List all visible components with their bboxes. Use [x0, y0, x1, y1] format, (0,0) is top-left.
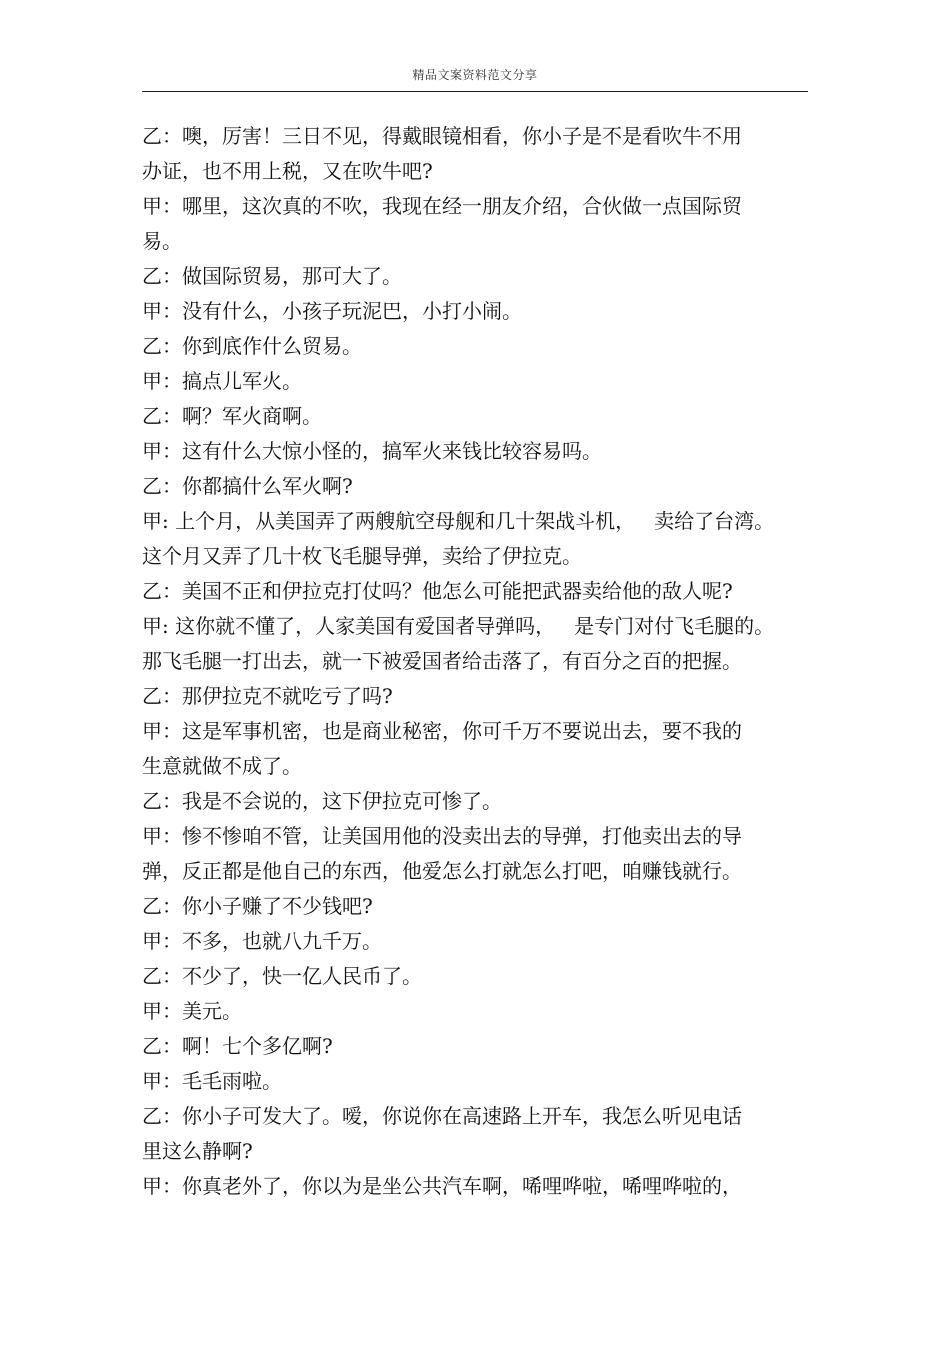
text-line: 乙：我是不会说的，这下伊拉克可惨了。	[142, 789, 502, 813]
text-line: 易。	[142, 229, 182, 253]
text-line: 甲：美元。	[142, 999, 242, 1023]
document-body	[142, 119, 802, 1204]
text-line: 甲：这有什么大惊小怪的，搞军火来钱比较容易吗。	[142, 439, 602, 463]
text-line: 甲：惨不惨咱不管，让美国用他的没卖出去的导弹，打他卖出去的导	[142, 824, 742, 848]
header-divider	[142, 91, 808, 92]
text-line: 乙：你小子可发大了。嗳，你说你在高速路上开车，我怎么听见电话	[142, 1104, 742, 1128]
text-line: 那飞毛腿一打出去，就一下被爱国者给击落了，有百分之百的把握。	[142, 649, 742, 673]
text-line: 甲：没有什么，小孩子玩泥巴，小打小闹。	[142, 299, 522, 323]
text-line: 乙：你都搞什么军火啊?	[142, 474, 353, 498]
text-line: 乙：噢，厉害！三日不见，得戴眼镜相看，你小子是不是看吹牛不用	[142, 124, 742, 148]
text-line: 这个月又弄了几十枚飞毛腿导弹，卖给了伊拉克。	[142, 544, 582, 568]
text-line: 甲: 上个月，从美国弄了两艘航空母舰和几十架战斗机， 卖给了台湾。	[142, 509, 775, 533]
text-line: 甲：你真老外了，你以为是坐公共汽车啊，唏哩哗啦，唏哩哗啦的，	[142, 1174, 742, 1198]
page-header: 精品文案资料范文分享	[412, 68, 538, 82]
text-line: 乙：那伊拉克不就吃亏了吗?	[142, 684, 393, 708]
text-line: 甲：搞点儿军火。	[142, 369, 302, 393]
text-line: 乙：啊！七个多亿啊?	[142, 1034, 333, 1058]
text-line: 甲：毛毛雨啦。	[142, 1069, 282, 1093]
text-line: 弹，反正都是他自己的东西，他爱怎么打就怎么打吧，咱赚钱就行。	[142, 859, 742, 883]
text-line: 办证，也不用上税，又在吹牛吧?	[142, 159, 433, 183]
text-line: 甲：不多，也就八九千万。	[142, 929, 382, 953]
text-line: 甲：这是军事机密，也是商业秘密，你可千万不要说出去，要不我的	[142, 719, 742, 743]
text-line: 生意就做不成了。	[142, 754, 302, 778]
text-line: 乙：你小子赚了不少钱吧?	[142, 894, 373, 918]
text-line: 乙：美国不正和伊拉克打仗吗？他怎么可能把武器卖给他的敌人呢?	[142, 579, 733, 603]
text-line: 乙：不少了，快一亿人民币了。	[142, 964, 422, 988]
text-line: 甲: 这你就不懂了，人家美国有爱国者导弹吗， 是专门对付飞毛腿的。	[142, 614, 775, 638]
text-line: 乙：你到底作什么贸易。	[142, 334, 362, 358]
text-line: 乙：啊？军火商啊。	[142, 404, 322, 428]
text-line: 甲：哪里，这次真的不吹，我现在经一朋友介绍，合伙做一点国际贸	[142, 194, 742, 218]
text-line: 乙：做国际贸易，那可大了。	[142, 264, 402, 288]
text-line: 里这么静啊?	[142, 1139, 253, 1163]
